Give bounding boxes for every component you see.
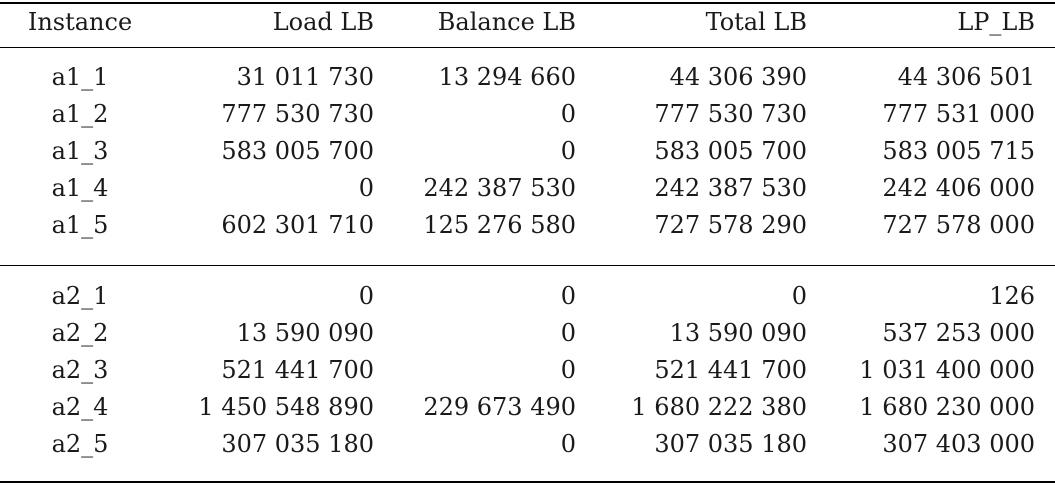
balance-lb-cell: 0: [560, 356, 576, 384]
load-lb-cell: 777 530 730: [221, 100, 374, 128]
total-lb-cell: 0: [791, 282, 807, 310]
instance-cell: a2_5: [51, 430, 109, 458]
total-lb-cell: 521 441 700: [654, 356, 807, 384]
lp-lb-cell: 583 005 715: [882, 137, 1035, 165]
table-row: [0, 426, 1055, 462]
total-lb-cell: 13 590 090: [669, 319, 807, 347]
header-lp-lb: LP_LB: [957, 8, 1035, 36]
total-lb-cell: 44 306 390: [669, 63, 807, 91]
header-instance: Instance: [27, 8, 133, 36]
group-rule: [0, 265, 1055, 266]
load-lb-cell: 583 005 700: [221, 137, 374, 165]
lp-lb-cell: 44 306 501: [897, 63, 1035, 91]
lp-lb-cell: 1 031 400 000: [859, 356, 1035, 384]
instance-cell: a2_4: [51, 393, 109, 421]
balance-lb-cell: 0: [560, 319, 576, 347]
total-lb-cell: 727 578 290: [654, 211, 807, 239]
load-lb-cell: 602 301 710: [221, 211, 374, 239]
total-lb-cell: 1 680 222 380: [631, 393, 807, 421]
header-total-lb: Total LB: [705, 8, 807, 36]
balance-lb-cell: 0: [560, 430, 576, 458]
header-balance-lb: Balance LB: [437, 8, 576, 36]
lp-lb-cell: 727 578 000: [882, 211, 1035, 239]
header-load-lb: Load LB: [272, 8, 374, 36]
balance-lb-cell: 13 294 660: [438, 63, 576, 91]
instance-cell: a1_3: [51, 137, 109, 165]
total-lb-cell: 777 530 730: [654, 100, 807, 128]
table-row: [0, 59, 1055, 95]
lp-lb-cell: 126: [989, 282, 1035, 310]
instance-cell: a2_1: [51, 282, 109, 310]
lp-lb-cell: 537 253 000: [882, 319, 1035, 347]
table-row: [0, 389, 1055, 425]
balance-lb-cell: 229 673 490: [423, 393, 576, 421]
total-lb-cell: 242 387 530: [654, 174, 807, 202]
table-row: [0, 96, 1055, 132]
total-lb-cell: 583 005 700: [654, 137, 807, 165]
load-lb-cell: 1 450 548 890: [198, 393, 374, 421]
table-row: [0, 133, 1055, 169]
load-lb-cell: 521 441 700: [221, 356, 374, 384]
balance-lb-cell: 242 387 530: [423, 174, 576, 202]
header-rule: [0, 47, 1055, 48]
table-row: [0, 278, 1055, 314]
total-lb-cell: 307 035 180: [654, 430, 807, 458]
table-row: [0, 352, 1055, 388]
lp-lb-cell: 242 406 000: [882, 174, 1035, 202]
table-row: [0, 315, 1055, 351]
instance-cell: a1_5: [51, 211, 109, 239]
table-row: [0, 170, 1055, 206]
instance-cell: a1_4: [51, 174, 109, 202]
instance-cell: a2_2: [51, 319, 109, 347]
balance-lb-cell: 0: [560, 282, 576, 310]
lp-lb-cell: 307 403 000: [882, 430, 1035, 458]
instance-cell: a2_3: [51, 356, 109, 384]
balance-lb-cell: 0: [560, 137, 576, 165]
header-row: [0, 4, 1055, 40]
balance-lb-cell: 125 276 580: [423, 211, 576, 239]
instance-cell: a1_2: [51, 100, 109, 128]
instance-cell: a1_1: [51, 63, 109, 91]
load-lb-cell: 307 035 180: [221, 430, 374, 458]
balance-lb-cell: 0: [560, 100, 576, 128]
load-lb-cell: 31 011 730: [236, 63, 374, 91]
lp-lb-cell: 1 680 230 000: [859, 393, 1035, 421]
load-lb-cell: 13 590 090: [236, 319, 374, 347]
load-lb-cell: 0: [358, 282, 374, 310]
lp-lb-cell: 777 531 000: [882, 100, 1035, 128]
table-row: [0, 207, 1055, 243]
load-lb-cell: 0: [358, 174, 374, 202]
bottom-rule: [0, 481, 1055, 483]
